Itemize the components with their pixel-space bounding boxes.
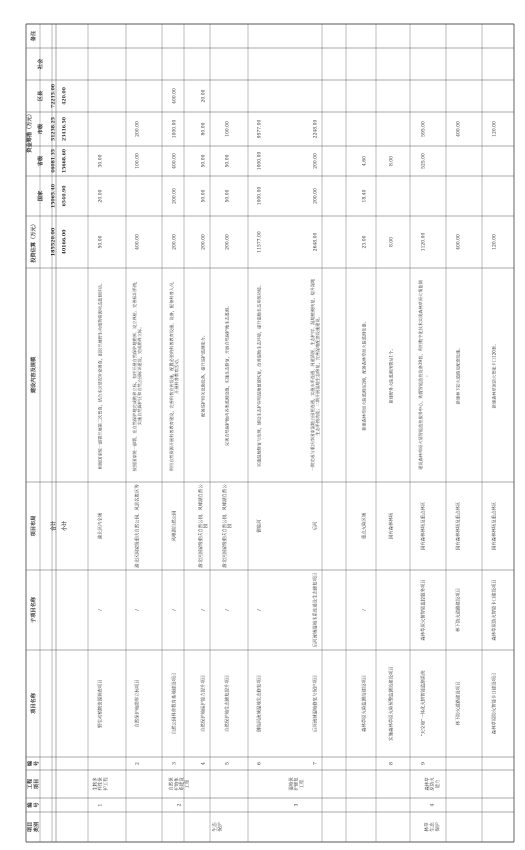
row-content-line: 按照国家统一部署，在自然保护地完成勘界立标，有序开展自然保护地勘界、设立界桩、完善标识系统，: [131, 278, 137, 472]
group-num-line: 3: [294, 803, 300, 807]
row-content: [360, 319, 367, 431]
row-name: [361, 675, 368, 732]
row-investment-line: 23.00: [362, 235, 368, 249]
row-content: [309, 278, 321, 471]
row-investment: [492, 234, 498, 250]
group-label: [423, 777, 441, 791]
row-content-line: 生态系统功能；二期开展湿地生态修复，完善湿地配套设施建设。: [314, 314, 320, 436]
row-layout-line: 国有森林林场: [389, 512, 395, 540]
row-name-line: 林下防火道路建设项目: [456, 681, 462, 726]
row-content: [387, 346, 394, 403]
category-label: [211, 822, 224, 832]
row-num: [421, 762, 427, 765]
header-layout: [29, 516, 37, 537]
header-district: [36, 90, 44, 101]
subtotal-province-line: 15668.60: [62, 149, 68, 173]
row-content: [131, 279, 143, 472]
row-city: [201, 122, 207, 135]
header-no: [26, 802, 40, 808]
header-subproject-line: 子项目名称: [30, 597, 37, 623]
total-province-line: 46081.35: [51, 149, 57, 173]
subtotal-city-line: 23416.50: [62, 117, 68, 141]
row-content-line: 利用自然资源开展科普教育建设，完善科普宣传设施，配置必要的科普教育设施、设备，配备科普人员，: [168, 278, 174, 472]
group-label-line: 样性保: [98, 777, 104, 791]
total-investment: [51, 227, 57, 256]
row-province-line: 200.00: [313, 153, 319, 169]
row-national: [362, 189, 368, 202]
group-label-line: 工程: [299, 779, 305, 789]
total-investment-line: 185520.00: [50, 227, 57, 257]
row-num: [313, 762, 319, 765]
row-city: [421, 121, 427, 137]
row-sub: [226, 609, 231, 611]
row-district: [201, 89, 207, 102]
group-label-line: 护工程: [103, 777, 109, 791]
row-investment-line: 400.00: [456, 234, 462, 250]
subtotal-national: [62, 186, 68, 207]
row-sub: [363, 609, 368, 611]
row-name-line: 御临河流域湿地生态修复项目: [257, 674, 263, 733]
row-national: [225, 189, 231, 202]
row-province: [313, 153, 319, 169]
row-sub: [258, 609, 263, 611]
header-subproject: [29, 596, 37, 623]
row-content-line: 实施自然保护区和自然公园标识建设，完成勘界立标。: [136, 324, 142, 426]
header-province: [36, 155, 44, 166]
row-layout-line: 渝北区国家级重庆自然公园、风峰湖自然公: [222, 484, 228, 568]
header-national-line: 国家: [37, 190, 44, 202]
row-city: [492, 121, 498, 137]
row-layout: [455, 501, 462, 550]
group-label-line: 湿地保: [289, 777, 295, 791]
header-investment: [29, 221, 37, 263]
row-investment: [362, 235, 368, 248]
row-num: [257, 762, 263, 765]
header-category: [26, 821, 40, 832]
row-investment: [135, 234, 141, 250]
category-label-line: 保护: [218, 822, 224, 832]
row-name: [224, 675, 231, 732]
row-content: [168, 279, 180, 472]
header-project-name-line: 项目名称: [30, 693, 37, 714]
header-engineering: [26, 778, 40, 789]
subtotal-province: [62, 149, 68, 173]
row-name: [455, 682, 462, 726]
row-national-line: 200.00: [172, 188, 178, 204]
header-remark-line: 备注: [30, 30, 37, 42]
row-sub: [312, 573, 319, 648]
group-label-line: 能力: [435, 779, 441, 789]
row-sub-line: /: [172, 609, 178, 611]
row-layout-line: 重点火险区域: [362, 512, 368, 540]
row-investment: [313, 233, 319, 252]
total-district-line: 72215.00: [51, 84, 57, 108]
row-investment-line: 50.00: [98, 235, 104, 249]
row-layout-line: 渝北区内全域: [98, 512, 104, 540]
row-national-line: 50.00: [225, 189, 231, 203]
row-name: [171, 673, 178, 734]
row-province-line: 50.00: [225, 154, 231, 168]
table-cells: [25, 30, 498, 832]
header-district-line: 区县: [37, 90, 44, 102]
row-num: [389, 762, 395, 765]
row-sub: [455, 588, 462, 632]
row-sub-line: /: [135, 609, 141, 611]
row-num: [135, 762, 141, 765]
header-category-line: 项目: [27, 821, 34, 833]
header-no2-line: 号: [33, 760, 40, 767]
category-label-line: 生态: [430, 822, 436, 832]
total-district: [51, 84, 57, 108]
row-name-line: 实施森林草原火险预警监测站建设项目: [389, 666, 395, 741]
row-name-line: 森林草原火险监测站建设项目: [362, 674, 368, 733]
row-num-line: 6: [257, 762, 263, 765]
row-city: [172, 120, 178, 139]
row-layout-line: 后河: [313, 521, 319, 531]
row-national-line: 50.00: [201, 189, 207, 203]
row-content: [417, 280, 429, 470]
row-province-line: 8.00: [389, 155, 395, 167]
row-name-line: 自然公园科普教育基地建设项目: [172, 672, 178, 735]
row-national-line: 20.00: [98, 189, 104, 203]
group-label: [168, 777, 191, 791]
row-province-line: 525.00: [421, 153, 427, 169]
row-num-line: 2: [135, 762, 141, 765]
total-national-line: 15065.40: [51, 184, 57, 208]
row-city-line: 1000.00: [172, 119, 178, 139]
header-content: [29, 356, 37, 393]
row-province: [225, 154, 231, 167]
group-label-line: 生物多: [93, 777, 99, 791]
row-sub-line: /: [225, 609, 231, 611]
header-engineering-line: 工程: [27, 778, 34, 790]
row-sub-line: /: [201, 609, 207, 611]
row-content-line: 开展科普教育活动。: [173, 356, 179, 394]
subtotal-investment-line: 40166.00: [61, 229, 68, 255]
row-city: [456, 121, 462, 137]
row-layout: [312, 521, 319, 530]
header-funding: [25, 111, 33, 153]
row-investment: [456, 234, 462, 250]
header-province-line: 省级: [37, 155, 44, 167]
total-province: [51, 149, 57, 173]
group-label: [91, 777, 109, 791]
row-sub: [173, 609, 178, 611]
group-label-line: 护修复: [294, 777, 300, 791]
row-investment-line: 1120.00: [421, 232, 427, 252]
header-funding-line: 资金筹措（万元）: [26, 111, 33, 153]
row-investment: [257, 231, 263, 253]
row-layout: [256, 519, 263, 533]
row-layout-line: 风峰湖自然公园: [172, 510, 178, 542]
row-name-line: 后河流域湿地修复与保护项目: [313, 674, 319, 733]
header-no-line: 编: [27, 802, 34, 808]
row-content: [490, 342, 497, 409]
row-sub-line: /: [98, 609, 104, 611]
group-num: [430, 803, 436, 806]
row-layout: [171, 510, 178, 541]
row-name-line: “天空地”一体化火情智能监测系统: [421, 670, 427, 737]
row-content-line: 。: [422, 372, 428, 378]
row-city-line: 120.00: [492, 121, 498, 137]
row-city: [313, 120, 319, 139]
row-province: [172, 153, 178, 169]
header-no2: [26, 760, 40, 766]
row-sub-line: /: [362, 609, 368, 611]
header-social-line: 社会: [37, 58, 44, 70]
row-national-line: 200.00: [313, 188, 319, 204]
row-num-line: 4: [201, 762, 207, 765]
row-content-line: 根据国家统一部署开展第二次普查，结合本区情况补充调查，组织开展野生动植物资源动态监测评估。: [97, 280, 103, 470]
row-name: [256, 675, 263, 732]
row-investment: [98, 235, 104, 248]
header-national: [36, 190, 44, 201]
row-investment: [172, 234, 178, 250]
row-layout: [134, 484, 141, 568]
row-num-line: 5: [225, 762, 231, 765]
row-content: [96, 281, 103, 469]
row-sub: [420, 579, 427, 640]
row-content-line: 新建森林草原防火智能卡口120套。: [491, 341, 497, 409]
row-investment: [389, 237, 395, 247]
row-num-line: 9: [421, 762, 427, 765]
row-num: [225, 762, 231, 765]
row-layout: [388, 512, 395, 539]
row-content-line: 新建森林草原火险监测站2座，配备森林草原火险监测仪器。: [361, 319, 367, 431]
row-province: [362, 156, 368, 166]
row-layout: [491, 501, 498, 550]
row-province-line: 50.00: [201, 154, 207, 168]
header-layout-line: 项目布局: [30, 515, 37, 537]
row-num: [172, 762, 178, 765]
row-investment: [225, 234, 231, 250]
row-investment: [201, 234, 207, 250]
row-layout: [97, 512, 104, 539]
row-name-line: 自然保护地巡护能力提升项目: [201, 674, 207, 733]
subtotal-district: [62, 87, 68, 105]
row-num-line: 7: [313, 762, 319, 765]
row-national: [257, 187, 263, 206]
group-label-line: 原防火: [430, 777, 436, 791]
row-layout-line: 园: [228, 523, 234, 529]
row-name: [134, 679, 141, 727]
category-label-line: 林草: [425, 822, 431, 832]
row-city-line: 200.00: [135, 121, 141, 137]
row-sub-line: 森林草原火情智能监控服务项目: [421, 579, 427, 641]
row-sub-line: 森林草原防火智能卡口建设项目: [492, 579, 498, 641]
row-province-line: 4.60: [362, 155, 368, 167]
total-city: [51, 117, 57, 141]
row-investment-line: 11577.00: [257, 231, 263, 253]
row-content-line: 完善自然保护地内各类监测设施，实施生态修复，开展自然保护地生态监测。: [224, 303, 230, 447]
row-district-line: 20.00: [201, 89, 207, 103]
row-province: [98, 154, 104, 167]
row-national: [201, 189, 207, 202]
row-national: [313, 188, 319, 204]
row-name: [312, 675, 319, 732]
header-city-line: 市级: [37, 123, 44, 135]
group-label-line: 护地体: [174, 777, 180, 791]
subtotal-investment: [62, 229, 68, 255]
row-investment-line: 8.00: [389, 236, 395, 248]
group-label-line: 系建设: [180, 777, 186, 791]
row-content-line: 新建野外火险监测预警站1个。: [388, 346, 394, 404]
row-name: [420, 670, 427, 737]
row-sub-line: /: [257, 609, 263, 611]
row-layout-line: 御临河: [257, 519, 263, 533]
subtotal-district-line: 420.00: [62, 87, 68, 105]
row-city-line: 9577.00: [257, 119, 263, 139]
row-city: [135, 121, 141, 137]
row-city-line: 80.00: [201, 122, 207, 136]
row-province: [201, 154, 207, 167]
row-sub: [202, 609, 207, 611]
header-social: [36, 58, 44, 70]
header-investment-line: 投资估算（万元）: [30, 221, 37, 263]
header-category-line: 类别: [33, 821, 40, 833]
row-num: [201, 762, 207, 765]
group-num: [294, 803, 300, 806]
row-name: [388, 666, 395, 741]
row-content-line: 配备巡护相关设施设备，提升巡护监测能力。: [200, 333, 206, 417]
total-national: [51, 184, 57, 208]
row-sub: [136, 609, 141, 611]
row-province: [257, 152, 263, 171]
row-province-line: 30.00: [98, 154, 104, 168]
row-content-line: 建设森林草原火情智能监控服务中心，购置智能监控设备39套，利用数字化技术实现森林草原火情监测: [417, 280, 423, 470]
row-national-line: 18.40: [362, 189, 368, 203]
row-investment-line: 120.00: [492, 234, 498, 250]
row-layout-line: 园: [204, 523, 210, 529]
row-province: [421, 153, 427, 169]
row-layout-line: 国有森林林场及重点林区: [421, 501, 427, 551]
row-name-line: 自然保护地生态修复提升项目: [225, 674, 231, 733]
row-investment-line: 200.00: [225, 234, 231, 250]
header-no-line: 号: [33, 802, 40, 808]
row-content: [454, 346, 461, 405]
header-project-name: [29, 692, 37, 714]
row-city: [257, 120, 263, 139]
row-sub-line: 林下防火道路建设项目: [456, 588, 462, 632]
row-layout-line: 渝北区国家级重庆自然公园、风峰湖自然公: [198, 484, 204, 568]
row-layout: [420, 501, 427, 550]
row-national: [98, 189, 104, 202]
row-name: [491, 673, 498, 734]
row-name-line: 森林草原防火智能卡口建设项目: [492, 672, 498, 735]
row-layout-line: 国有森林林场及重点林区: [492, 501, 498, 551]
header-city: [36, 123, 44, 134]
category-label-line: 生态: [212, 822, 218, 832]
group-num: [98, 803, 104, 806]
row-national-line: 1000.00: [257, 186, 263, 206]
row-num-line: 8: [389, 762, 395, 765]
group-num-line: 4: [430, 803, 436, 807]
subtotal-city: [62, 117, 68, 141]
row-province-line: 1000.00: [257, 151, 263, 171]
row-content: [223, 304, 230, 446]
total-city-line: 51238.25: [51, 117, 57, 141]
row-province-line: 400.00: [172, 153, 178, 169]
row-sub-line: 后河流域湿地水系连通及生态修复项目: [313, 572, 319, 648]
row-district-line: 400.00: [172, 88, 178, 104]
row-province: [135, 153, 141, 169]
subtotal-label: [61, 521, 68, 531]
header-no2-line: 编: [27, 760, 34, 767]
row-layout-line: 渝北区国家级重庆自然公园、风景名胜区等: [135, 484, 141, 568]
row-city-line: 400.00: [456, 121, 462, 137]
row-investment: [421, 233, 427, 252]
row-district: [172, 88, 178, 104]
header-content-line: 建设内容及规模: [30, 356, 37, 394]
total-label-line: 合计: [50, 520, 57, 532]
total-label: [50, 521, 57, 531]
header-remark: [29, 30, 37, 41]
row-investment-line: 200.00: [201, 234, 207, 250]
row-layout: [221, 484, 233, 568]
row-province-line: 100.00: [135, 153, 141, 169]
subtotal-national-line: 6540.90: [62, 185, 68, 207]
row-content-line: 新建林下防火道路及配套设施。: [455, 345, 461, 405]
row-province: [389, 156, 395, 166]
subtotal-label-line: 小计: [61, 520, 68, 532]
row-name-line: 野生动植物资源调查项目: [98, 679, 104, 728]
row-investment-line: 400.00: [135, 234, 141, 250]
row-content-line: 实施湿地修复与治理，建设生态护岸和湿地植被恢复，改善湿地生态环境，提升湿地生态系统功能。: [256, 282, 262, 468]
row-sub: [99, 609, 104, 611]
group-label-line: 工程: [185, 779, 191, 789]
row-content: [255, 283, 262, 467]
row-investment-line: 2648.00: [313, 232, 319, 252]
row-name-line: 自然保护地勘界立标项目: [135, 679, 141, 728]
group-num-line: 1: [98, 803, 104, 807]
category-label: [423, 822, 441, 832]
group-label: [287, 777, 305, 791]
category-label-line: 保护: [436, 822, 442, 832]
group-num-line: 2: [177, 803, 183, 807]
row-city-line: 2248.00: [313, 119, 319, 139]
row-sub: [491, 579, 498, 640]
group-num: [177, 803, 183, 806]
row-city-line: 100.00: [225, 121, 231, 137]
row-content: [199, 333, 206, 417]
row-num-line: 3: [172, 762, 178, 765]
row-name: [200, 675, 207, 732]
row-layout: [197, 484, 209, 568]
header-engineering-line: 项目: [33, 778, 40, 790]
row-city-line: 595.00: [421, 121, 427, 137]
row-city: [225, 121, 231, 137]
row-content-line: 一期完成与重庆市国家湿地公园相连通，实施水系连通、河道清淤、生态护岸、湿地植被恢复，提升湿地: [309, 278, 315, 472]
row-investment-line: 200.00: [172, 234, 178, 250]
group-label-line: 森林草: [425, 777, 431, 791]
row-national: [172, 188, 178, 204]
row-name: [97, 679, 104, 727]
row-layout-line: 国有森林林场及重点林区: [456, 501, 462, 551]
row-layout: [361, 512, 368, 539]
group-label-line: 自然保: [169, 777, 175, 791]
